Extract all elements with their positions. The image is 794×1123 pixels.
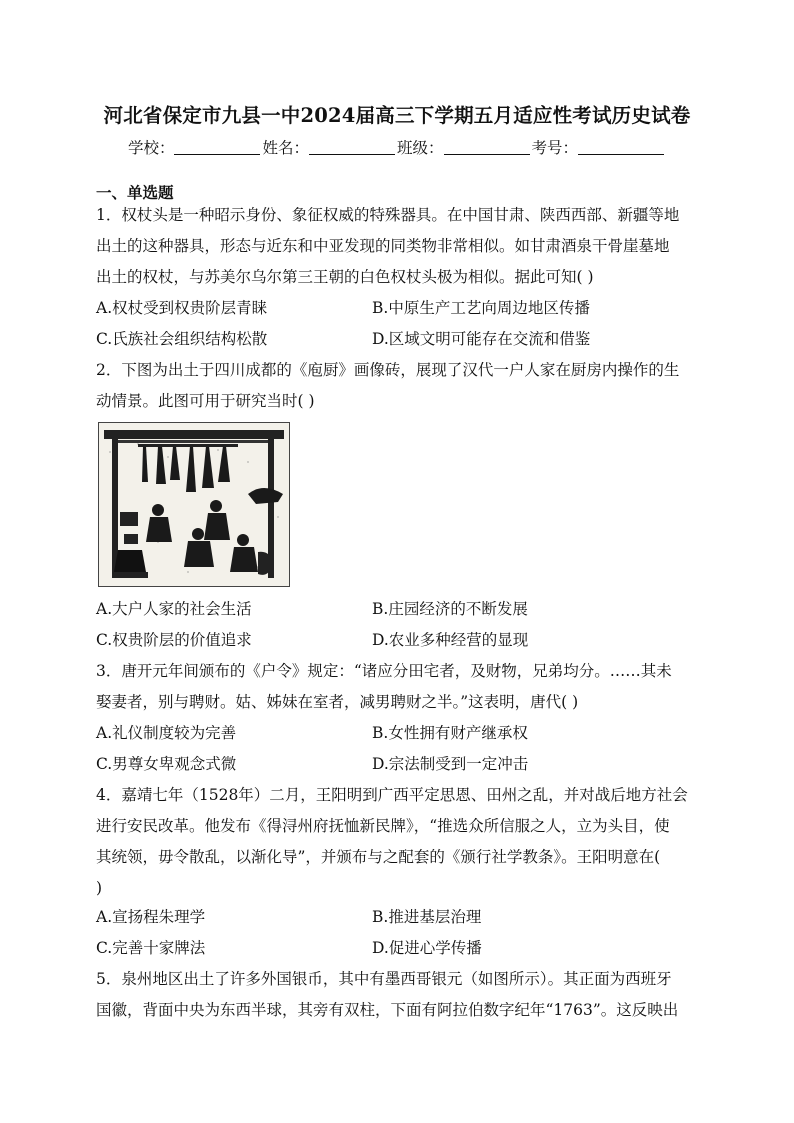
q1-option-d[interactable]: D.区域文明可能存在交流和借鉴 bbox=[372, 330, 591, 348]
class-label: 班级： bbox=[397, 139, 444, 157]
q2-line: 动情景。此图可用于研究当时( ) bbox=[96, 392, 315, 410]
q2-option-a[interactable]: A.大户人家的社会生活 bbox=[96, 600, 252, 618]
class-blank[interactable] bbox=[444, 140, 530, 155]
q4-option-a[interactable]: A.宣扬程朱理学 bbox=[96, 908, 206, 926]
school-blank[interactable] bbox=[174, 140, 260, 155]
number-blank[interactable] bbox=[578, 140, 664, 155]
q3-line: 3．唐开元年间颁布的《户令》规定：“诸应分田宅者，及财物，兄弟均分。……其未 bbox=[96, 662, 672, 680]
school-label: 学校： bbox=[127, 139, 175, 157]
q4-line: 4．嘉靖七年（1528年）二月，王阳明到广西平定思恩、田州之乱，并对战后地方社会 bbox=[96, 786, 688, 804]
q1-option-a[interactable]: A.权杖受到权贵阶层青睐 bbox=[96, 299, 268, 317]
q3-option-a[interactable]: A.礼仪制度较为完善 bbox=[96, 724, 237, 742]
kitchen-brick-image bbox=[98, 422, 290, 587]
q3-option-c[interactable]: C.男尊女卑观念式微 bbox=[96, 755, 237, 773]
q2-option-d[interactable]: D.农业多种经营的显现 bbox=[372, 631, 529, 649]
q4-option-d[interactable]: D.促进心学传播 bbox=[372, 939, 482, 957]
q2-option-b[interactable]: B.庄园经济的不断发展 bbox=[372, 600, 528, 618]
q4-line: 进行安民改革。他发布《得浔州府抚恤新民牌》，“推选众所信服之人，立为头目，使 bbox=[96, 817, 670, 835]
section-heading: 一、单选题 bbox=[96, 183, 174, 202]
exam-title: 河北省保定市九县一中2024届高三下学期五月适应性考试历史试卷 bbox=[103, 104, 691, 127]
student-info-line bbox=[0, 136, 794, 158]
name-blank[interactable] bbox=[309, 140, 395, 155]
q1-option-b[interactable]: B.中原生产工艺向周边地区传播 bbox=[372, 299, 590, 317]
number-label: 考号： bbox=[531, 139, 579, 157]
q2-option-c[interactable]: C.权贵阶层的价值追求 bbox=[96, 631, 252, 649]
q4-option-b[interactable]: B.推进基层治理 bbox=[372, 908, 482, 926]
name-label: 姓名： bbox=[262, 139, 309, 157]
q1-line: 1．权杖头是一种昭示身份、象征权威的特殊器具。在中国甘肃、陕西西部、新疆等地 bbox=[96, 206, 680, 224]
q1-option-c[interactable]: C.氏族社会组织结构松散 bbox=[96, 330, 268, 348]
q4-line: 其统领，毋令散乱，以渐化导”，并颁布与之配套的《颁行社学教条》。王阳明意在( bbox=[96, 848, 661, 866]
q2-line: 2．下图为出土于四川成都的《庖厨》画像砖，展现了汉代一户人家在厨房内操作的生 bbox=[96, 361, 680, 379]
q4-line: ) bbox=[96, 879, 103, 897]
q4-option-c[interactable]: C.完善十家牌法 bbox=[96, 939, 206, 957]
q3-option-d[interactable]: D.宗法制受到一定冲击 bbox=[372, 755, 529, 773]
q3-option-b[interactable]: B.女性拥有财产继承权 bbox=[372, 724, 528, 742]
q3-line: 娶妻者，别与聘财。姑、姊妹在室者，减男聘财之半。”这表明，唐代( ) bbox=[96, 693, 579, 711]
q1-line: 出土的权杖，与苏美尔乌尔第三王朝的白色权杖头极为相似。据此可知( ) bbox=[96, 268, 594, 286]
q1-line: 出土的这种器具，形态与近东和中亚发现的同类物非常相似。如甘肃酒泉干骨崖墓地 bbox=[96, 237, 670, 255]
q5-line: 5．泉州地区出土了许多外国银币，其中有墨西哥银元（如图所示）。其正面为西班牙 bbox=[96, 970, 672, 988]
q5-line: 国徽，背面中央为东西半球，其旁有双柱，下面有阿拉伯数字纪年“1763”。这反映出 bbox=[96, 1001, 679, 1019]
